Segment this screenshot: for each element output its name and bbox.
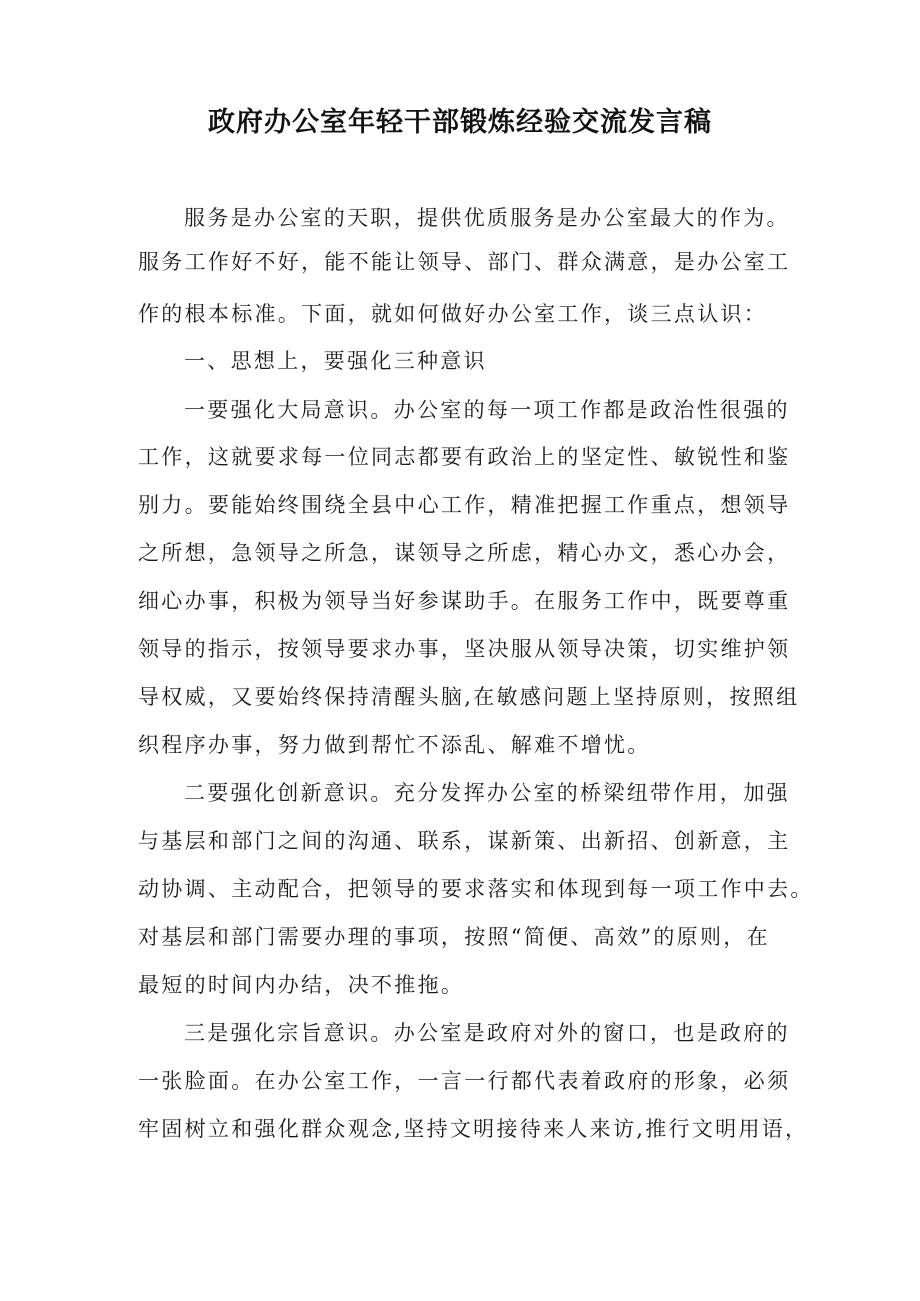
- paragraph-line: 与基层和部门之间的沟通、联系，谋新策、出新招、创新意，主: [138, 829, 791, 853]
- paragraph-line: 二要强化创新意识。充分发挥办公室的桥梁纽带作用，加强: [184, 781, 790, 805]
- paragraph-line: 服务是办公室的天职，提供优质服务是办公室最大的作为。: [184, 206, 790, 230]
- paragraph-line: 领导的指示，按领导要求办事，坚决服从领导决策，切实维护领: [138, 637, 791, 661]
- paragraph-line: 动协调、主动配合，把领导的要求落实和体现到每一项工作中去。: [138, 877, 814, 901]
- paragraph-line: 牢固树立和强化群众观念,坚持文明接待来人来访,推行文明用语，: [138, 1117, 809, 1141]
- paragraph-line: 最短的时间内办结，决不推拖。: [138, 973, 465, 997]
- paragraph-line: 之所想，急领导之所急，谋领导之所虑，精心办文，悉心办会，: [138, 541, 791, 565]
- document-title: 政府办公室年轻干部锻炼经验交流发言稿: [208, 107, 712, 138]
- paragraph-line: 三是强化宗旨意识。办公室是政府对外的窗口，也是政府的: [184, 1021, 790, 1045]
- section-heading: 一、思想上，要强化三种意识: [184, 349, 487, 373]
- paragraph-line: 细心办事，积极为领导当好参谋助手。在服务工作中，既要尊重: [138, 589, 791, 613]
- paragraph-line: 对基层和部门需要办理的事项，按照“简便、高效”的原则，在: [138, 925, 770, 949]
- paragraph-line: 一张脸面。在办公室工作，一言一行都代表着政府的形象，必须: [138, 1069, 791, 1093]
- paragraph-line: 织程序办事，努力做到帮忙不添乱、解难不增忧。: [138, 733, 651, 757]
- paragraph-line: 服务工作好不好，能不能让领导、部门、群众满意，是办公室工: [138, 250, 791, 274]
- paragraph-line: 别力。要能始终围绕全县中心工作，精准把握工作重点，想领导: [138, 493, 791, 517]
- paragraph-line: 作的根本标准。下面，就如何做好办公室工作，谈三点认识：: [138, 302, 768, 326]
- paragraph-line: 工作，这就要求每一位同志都要有政治上的坚定性、敏锐性和鉴: [138, 445, 791, 469]
- paragraph-line: 一要强化大局意识。办公室的每一项工作都是政治性很强的: [184, 398, 790, 422]
- paragraph-line: 导权威，又要始终保持清醒头脑,在敏感问题上坚持原则，按照组: [138, 685, 800, 709]
